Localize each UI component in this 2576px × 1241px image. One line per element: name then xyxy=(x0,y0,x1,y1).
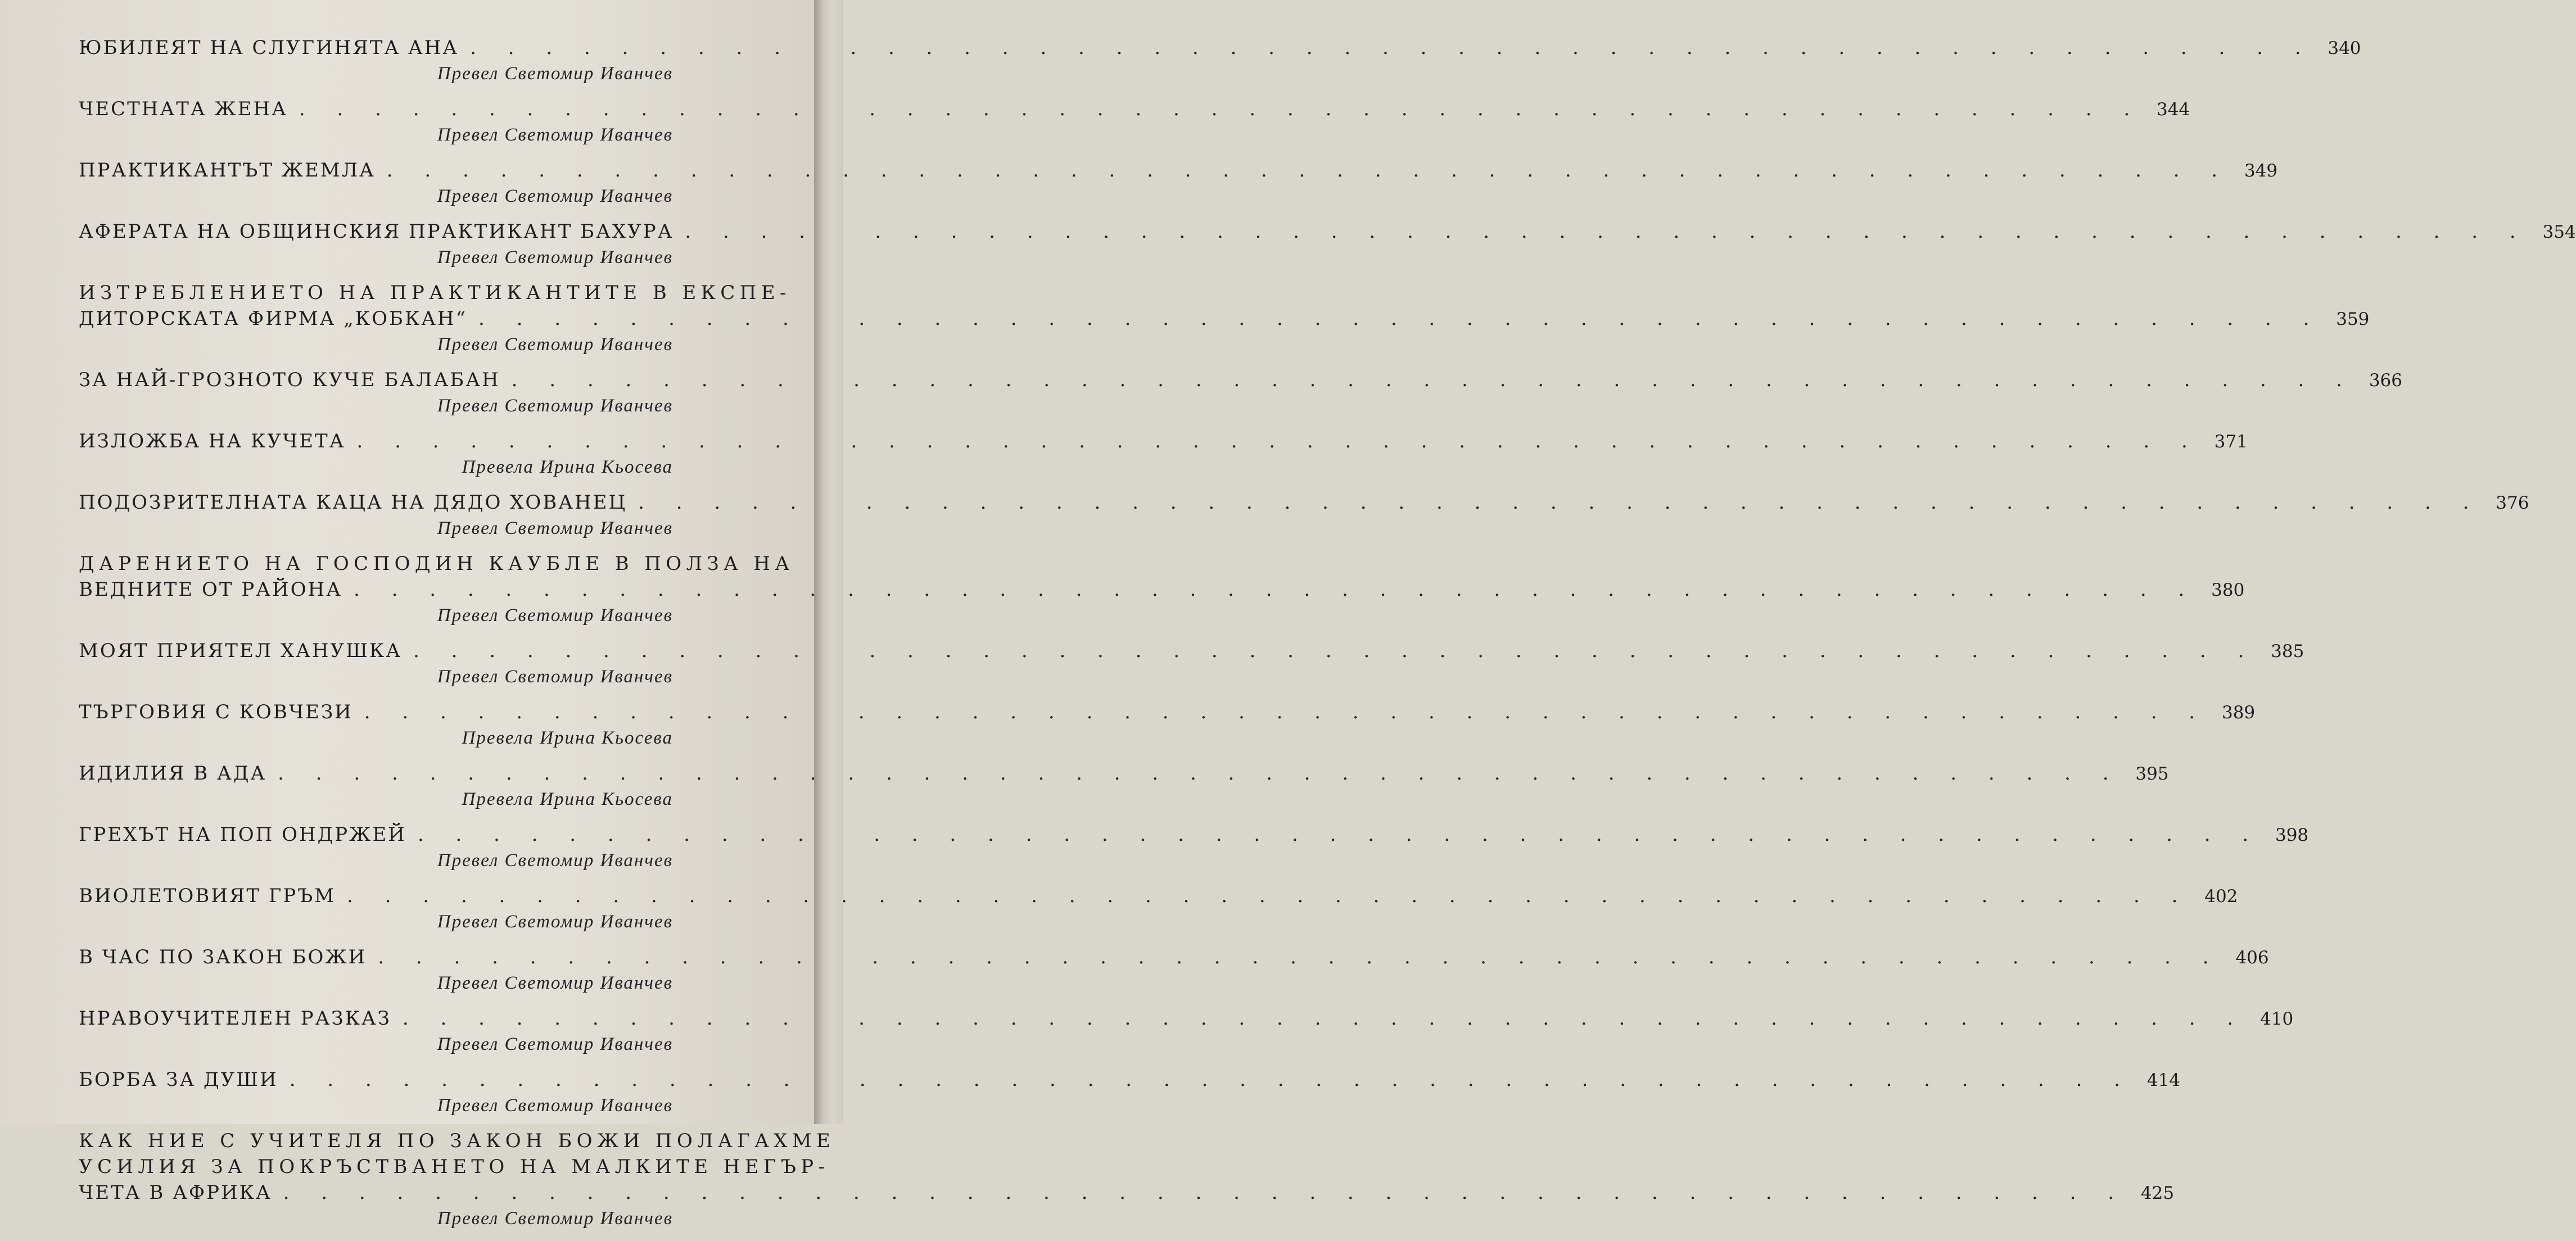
page-number: 395 xyxy=(2135,764,2169,784)
dot-leader xyxy=(378,944,2221,970)
toc-entry xyxy=(79,157,2278,209)
dot-leader xyxy=(418,822,2261,848)
story-title: В ЧАС ПО ЗАКОН БОЖИ xyxy=(79,946,367,968)
page-number: 414 xyxy=(2146,1070,2181,1090)
toc-title-line xyxy=(79,157,2278,184)
page-number: 344 xyxy=(2157,99,2190,120)
story-title: НРАВОУЧИТЕЛЕН РАЗКАЗ xyxy=(79,1007,391,1030)
translator-credit: Превела Ирина Кьосева xyxy=(462,728,673,748)
toc-title-line xyxy=(79,96,2190,123)
translator-credit: Превел Светомир Иванчев xyxy=(437,1208,673,1229)
toc-entry xyxy=(79,699,2256,750)
dot-leader xyxy=(685,219,2528,244)
toc-title-line xyxy=(79,35,2361,61)
dot-leader xyxy=(278,760,2121,786)
translator-credit: Превела Ирина Кьосева xyxy=(462,789,673,809)
toc-title-continued-line xyxy=(79,1154,830,1180)
toc-entry xyxy=(79,1128,2175,1231)
story-title: ИЗЛОЖБА НА КУЧЕТА xyxy=(79,430,346,452)
translator-credit: Превел Светомир Иванчев xyxy=(437,247,673,268)
story-title: УСИЛИЯ ЗА ПОКРЪСТВАНЕТО НА МАЛКИТЕ НЕГЪР- xyxy=(79,1156,830,1178)
dot-leader xyxy=(364,699,2208,725)
translator-credit: Превел Светомир Иванчев xyxy=(437,1095,673,1116)
dot-leader xyxy=(356,428,2200,454)
toc-title-line xyxy=(79,638,2304,664)
toc-entry xyxy=(79,822,2309,873)
page-number: 371 xyxy=(2214,432,2248,452)
story-title: МОЯТ ПРИЯТЕЛ ХАНУШКА xyxy=(79,640,402,662)
story-title: КАК НИЕ С УЧИТЕЛЯ ПО ЗАКОН БОЖИ ПОЛАГАХМЕ xyxy=(79,1130,835,1152)
page-number: 359 xyxy=(2336,309,2370,329)
dot-leader xyxy=(413,638,2257,664)
dot-leader xyxy=(478,306,2322,332)
story-title: ДАРЕНИЕТО НА ГОСПОДИН КАУБЛЕ В ПОЛЗА НА xyxy=(79,552,794,575)
toc-title-line xyxy=(79,944,2269,971)
page-number: 380 xyxy=(2211,580,2245,600)
dot-leader xyxy=(290,1067,2133,1093)
dot-leader xyxy=(283,1180,2127,1206)
toc-entry xyxy=(79,1006,2294,1057)
toc-title-line xyxy=(79,1006,2294,1032)
page-number: 402 xyxy=(2204,886,2238,907)
page-number: 425 xyxy=(2140,1183,2175,1203)
book-gutter xyxy=(814,0,843,1124)
toc-title-line xyxy=(79,760,2169,787)
page-number: 366 xyxy=(2369,370,2402,391)
story-title: ЗА НАЙ-ГРОЗНОТО КУЧЕ БАЛАБАН xyxy=(79,369,500,391)
toc-title-line xyxy=(79,883,2238,909)
toc-title-line xyxy=(79,1067,2181,1093)
translator-credit: Превел Светомир Иванчев xyxy=(437,64,673,84)
page-number: 349 xyxy=(2244,161,2278,181)
page-number: 389 xyxy=(2221,703,2256,723)
toc-entry xyxy=(79,219,2576,270)
toc-title-line xyxy=(79,1180,2175,1206)
toc-entry xyxy=(79,883,2238,934)
toc-entry xyxy=(79,638,2304,689)
toc-title-line xyxy=(79,428,2248,455)
story-title: ПОДОЗРИТЕЛНАТА КАЦА НА ДЯДО ХОВАНЕЦ xyxy=(79,491,627,514)
dot-leader xyxy=(638,490,2482,515)
translator-credit: Превел Светомир Иванчев xyxy=(437,850,673,871)
toc-title-line xyxy=(79,306,2370,332)
dot-leader xyxy=(512,367,2355,393)
dot-leader xyxy=(299,96,2143,122)
story-title: ПРАКТИКАНТЪТ ЖЕМЛА xyxy=(79,159,376,182)
toc-entry xyxy=(79,760,2169,812)
toc-entry xyxy=(79,944,2269,995)
toc-title-line xyxy=(79,490,2529,516)
story-title: ЧЕСТНАТА ЖЕНА xyxy=(79,98,288,120)
translator-credit: Превел Светомир Иванчев xyxy=(437,667,673,687)
toc-title-continued-line xyxy=(79,551,794,577)
translator-credit: Превел Светомир Иванчев xyxy=(437,912,673,932)
toc-entry xyxy=(79,490,2529,541)
page-number: 410 xyxy=(2260,1009,2294,1029)
translator-credit: Превел Светомир Иванчев xyxy=(437,973,673,993)
story-title: БОРБА ЗА ДУШИ xyxy=(79,1068,278,1091)
toc-title-line xyxy=(79,219,2576,245)
story-title: ЮБИЛЕЯТ НА СЛУГИНЯТА АНА xyxy=(79,37,459,59)
story-title: АФЕРАТА НА ОБЩИНСКИЯ ПРАКТИКАНТ БАХУРА xyxy=(79,220,674,243)
translator-credit: Превел Светомир Иванчев xyxy=(437,334,673,355)
translator-credit: Превел Светомир Иванчев xyxy=(437,605,673,626)
toc-title-continued-line xyxy=(79,1128,835,1154)
story-title: ТЪРГОВИЯ С КОВЧЕЗИ xyxy=(79,701,353,723)
story-title: ВИОЛЕТОВИЯТ ГРЪМ xyxy=(79,885,336,907)
page-number: 398 xyxy=(2275,825,2309,845)
translator-credit: Превел Светомир Иванчев xyxy=(437,1034,673,1054)
toc-entry xyxy=(79,428,2248,479)
story-title: ИЗТРЕБЛЕНИЕТО НА ПРАКТИКАНТИТЕ В ЕКСПЕ- xyxy=(79,282,791,304)
toc-title-line xyxy=(79,822,2309,848)
story-title: ДИТОРСКАТА ФИРМА „КОБКАН“ xyxy=(79,307,468,330)
story-title: ЧЕТА В АФРИКА xyxy=(79,1181,272,1204)
translator-credit: Превела Ирина Кьосева xyxy=(462,457,673,477)
story-title: ИДИЛИЯ В АДА xyxy=(79,762,267,785)
page-number: 406 xyxy=(2235,948,2269,968)
page-number: 354 xyxy=(2542,222,2576,242)
table-of-contents xyxy=(79,35,2576,1241)
translator-credit: Превел Светомир Иванчев xyxy=(437,125,673,145)
toc-title-line xyxy=(79,577,2245,603)
dot-leader xyxy=(347,883,2190,909)
toc-title-line xyxy=(79,699,2256,726)
dot-leader xyxy=(387,157,2230,183)
page-number: 340 xyxy=(2328,38,2361,58)
story-title: ГРЕХЪТ НА ПОП ОНДРЖЕЙ xyxy=(79,823,406,846)
toc-entry xyxy=(79,551,2245,628)
translator-credit: Превел Светомир Иванчев xyxy=(437,186,673,206)
page-number: 376 xyxy=(2496,493,2529,513)
translator-credit: Превел Светомир Иванчев xyxy=(437,518,673,538)
toc-entry xyxy=(79,367,2402,418)
toc-entry xyxy=(79,35,2361,86)
story-title: ВЕДНИТЕ ОТ РАЙОНА xyxy=(79,578,342,601)
toc-title-continued-line xyxy=(79,280,791,306)
toc-entry xyxy=(79,96,2190,147)
page-number: 385 xyxy=(2271,641,2304,662)
toc-entry xyxy=(79,280,2370,357)
dot-leader xyxy=(403,1006,2246,1031)
dot-leader xyxy=(470,35,2313,61)
toc-title-line xyxy=(79,367,2402,393)
translator-credit: Превел Светомир Иванчев xyxy=(437,396,673,416)
dot-leader xyxy=(354,577,2197,603)
toc-entry xyxy=(79,1067,2181,1118)
